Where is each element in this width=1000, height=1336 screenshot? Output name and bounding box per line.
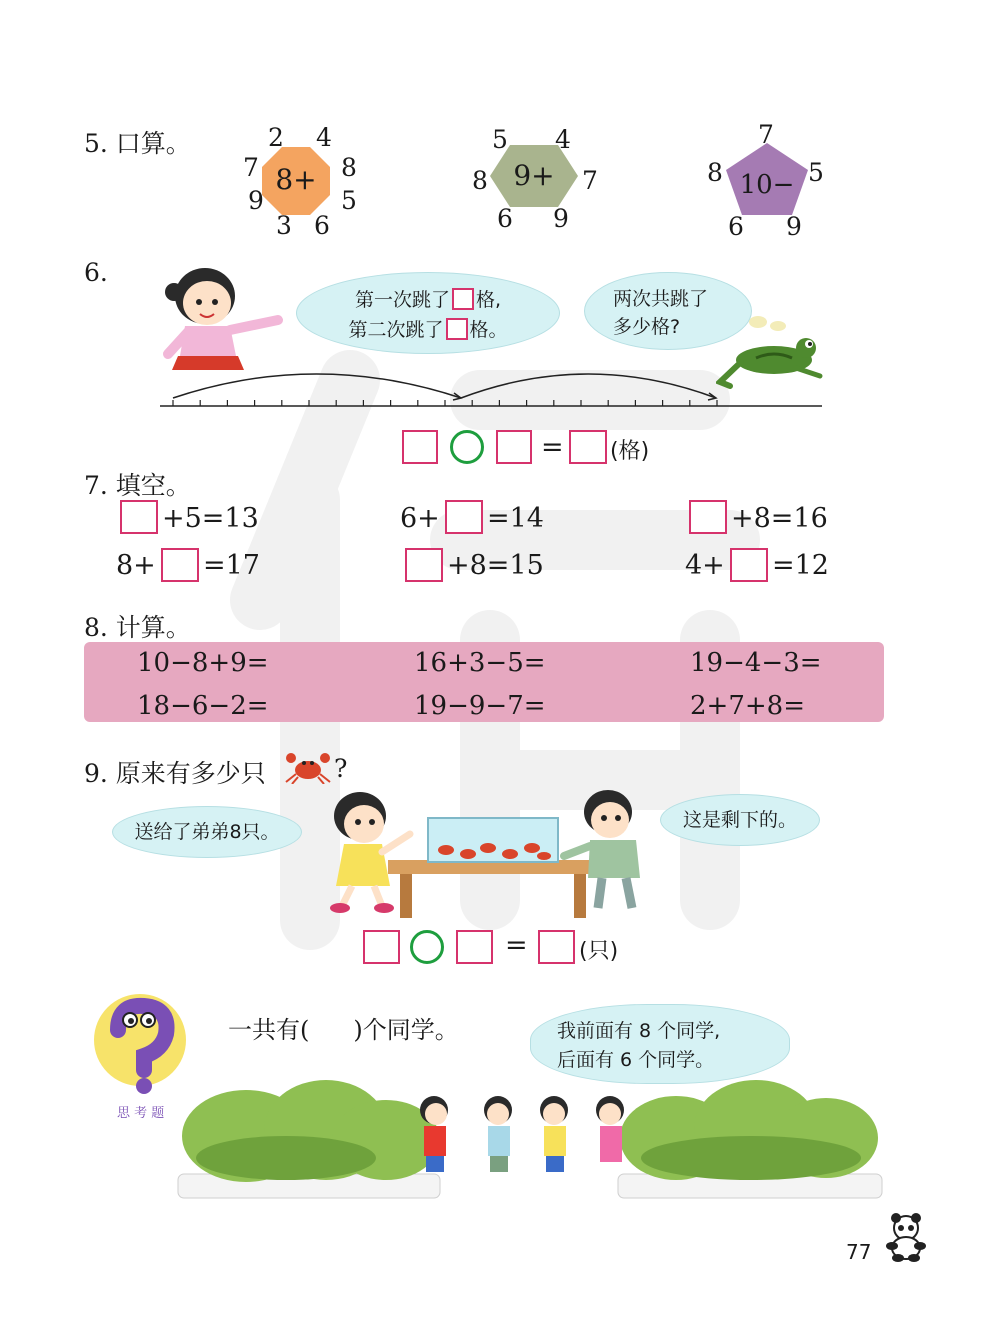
number-line (158, 360, 824, 412)
answer-box[interactable] (405, 548, 443, 582)
calculation-item: 2+7+8= (690, 691, 805, 721)
pentagon-number: 6 (728, 212, 744, 241)
hexagon-number: 9 (553, 204, 569, 233)
equation-text: 6+ (400, 503, 440, 534)
answer-box[interactable] (452, 288, 474, 310)
speech-bubble-left: 送给了弟弟8只。 (112, 806, 302, 858)
calculation-item: 19−9−7= (414, 691, 546, 721)
answer-box[interactable] (456, 930, 493, 964)
answer-box[interactable] (445, 500, 483, 534)
equation-text: =12 (772, 550, 829, 581)
octagon-number: 6 (314, 211, 330, 240)
q7-label: 7. 填空。 (84, 471, 191, 500)
hexagon-number: 7 (582, 166, 598, 195)
equation-text: +5=13 (162, 503, 259, 534)
speech-bubble-right: 这是剩下的。 (660, 794, 820, 846)
bubble-text: 我前面有 8 个同学, (557, 1020, 721, 1042)
bubble-text: 两次共跳了 (613, 288, 709, 310)
equation-text: 8+ (116, 550, 156, 581)
think-text: )个同学。 (353, 1016, 459, 1044)
bubble-text: 第一次跳了 (354, 289, 450, 311)
answer-box[interactable] (402, 430, 438, 464)
q5-label: 5. 口算。 (84, 129, 191, 158)
think-badge: 思 考 题 (117, 1106, 165, 1121)
calculation-item: 18−6−2= (137, 691, 269, 721)
bubble-text: 格。 (469, 319, 508, 341)
calculation-item: 19−4−3= (690, 648, 822, 678)
pentagon-number: 8 (707, 158, 723, 187)
octagon-number: 9 (248, 186, 264, 215)
unit-label: (格) (610, 439, 650, 464)
speech-bubble-left (296, 272, 560, 354)
unit-label: (只) (579, 939, 619, 964)
bubble-text: 多少格? (613, 316, 681, 338)
pentagon-number: 5 (808, 158, 824, 187)
answer-box[interactable] (446, 318, 468, 340)
operator-circle[interactable] (450, 430, 484, 464)
answer-box[interactable] (496, 430, 532, 464)
bubble-text: 后面有 6 个同学。 (557, 1049, 715, 1071)
octagon-number: 2 (268, 123, 284, 152)
bushes-and-children-illustration (176, 1080, 884, 1204)
q9-label-end: ? (334, 754, 348, 783)
equation-text: =14 (487, 503, 544, 534)
answer-box[interactable] (689, 500, 727, 534)
pentagon-number: 9 (786, 212, 802, 241)
equation-text: =17 (203, 550, 260, 581)
equation-text: +8=16 (731, 503, 828, 534)
octagon-number: 5 (341, 186, 357, 215)
speech-bubble (530, 1004, 790, 1084)
q8-label: 8. 计算。 (84, 613, 191, 642)
hexagon-number: 6 (497, 204, 513, 233)
bubble-text: 格, (475, 289, 502, 311)
octagon-center: 8+ (275, 163, 317, 196)
pentagon-center: 10− (739, 170, 795, 200)
q9-label: 9. 原来有多少只 (84, 759, 266, 788)
equals-sign: = (505, 930, 528, 961)
calculation-item: 16+3−5= (414, 648, 546, 678)
think-text: 一共有( (228, 1016, 310, 1044)
aquarium-scene-illustration (318, 782, 688, 918)
hexagon-number: 8 (472, 166, 488, 195)
equals-sign: = (541, 432, 564, 463)
answer-box[interactable] (538, 930, 575, 964)
octagon-number: 8 (341, 153, 357, 182)
answer-box[interactable] (120, 500, 158, 534)
equation-text: +8=15 (447, 550, 544, 581)
answer-box[interactable] (569, 430, 607, 464)
equation-text: 4+ (685, 550, 725, 581)
octagon-number: 7 (243, 153, 259, 182)
answer-box[interactable] (161, 548, 199, 582)
pentagon-number: 7 (758, 120, 774, 149)
think-question (228, 1010, 459, 1045)
hexagon-center: 9+ (513, 159, 555, 192)
hexagon-number: 5 (492, 125, 508, 154)
operator-circle[interactable] (410, 930, 444, 964)
crab-icon (284, 750, 332, 784)
calculation-item: 10−8+9= (137, 648, 269, 678)
hexagon-number: 4 (555, 125, 571, 154)
bubble-text: 第二次跳了 (348, 319, 444, 341)
page-number: 77 (846, 1240, 872, 1264)
answer-box[interactable] (730, 548, 768, 582)
panda-icon (882, 1212, 930, 1262)
answer-box[interactable] (363, 930, 400, 964)
octagon-number: 3 (276, 211, 292, 240)
q6-label: 6. (84, 258, 108, 287)
octagon-number: 4 (316, 123, 332, 152)
